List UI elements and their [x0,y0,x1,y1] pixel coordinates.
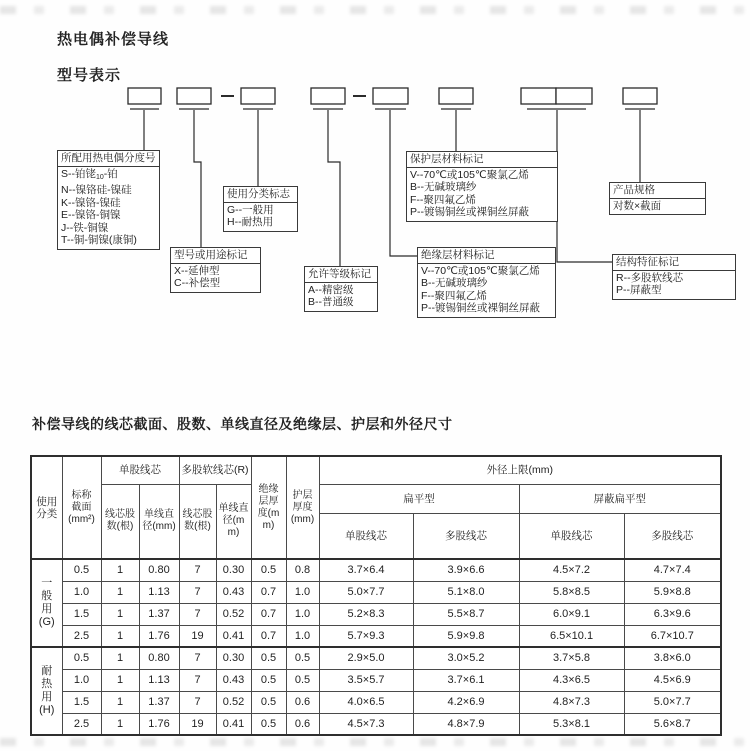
model-code-box [177,88,211,104]
header-insulation-thickness: 绝缘层厚度(mm) [251,456,286,559]
table-cell: 1 [101,603,139,625]
header-strand-count: 线芯股数(根) [179,484,216,559]
label-box-grade [304,266,378,312]
table-cell: 5.0×7.7 [624,691,721,713]
connector-model-use [194,110,201,247]
header-outer-diameter-limit: 外径上限(mm) [319,456,721,484]
table-cell: 0.7 [251,603,286,625]
table-cell: 3.8×6.0 [624,647,721,669]
label-box-thermocouple [57,150,160,250]
model-code-box [311,88,345,104]
table-cell: 1 [101,559,139,581]
label-item: H--耐热用 [227,216,274,228]
label-item: E--镍铬-铜镍 [61,209,121,221]
table-cell: 5.1×8.0 [413,581,519,603]
table-cell: 3.0×5.2 [413,647,519,669]
label-item: C--补偿型 [174,277,221,289]
table-cell: 0.43 [216,669,251,691]
table-cell: 7 [179,669,216,691]
table-cell: 0.5 [251,647,286,669]
table-cell: 7 [179,559,216,581]
label-item: B--无碱玻璃纱 [421,277,488,289]
table-cell: 1 [101,691,139,713]
table-cell: 5.3×8.1 [519,713,624,735]
table-cell: 4.5×7.2 [519,559,624,581]
label-box-title: 产品规格 [610,183,705,199]
table-cell: 0.5 [62,559,101,581]
table-cell: 1.5 [62,691,101,713]
table-cell: 5.7×9.3 [319,625,413,647]
table-cell: 4.5×6.9 [624,669,721,691]
table-cell: 5.9×9.8 [413,625,519,647]
table-row [31,625,721,647]
header-single-core-group: 单股线芯 [101,456,179,484]
label-box-title: 允许等级标记 [305,267,377,283]
label-box-title: 结构特征标记 [613,255,735,271]
table-cell: 4.5×7.3 [319,713,413,735]
label-box-title: 保护层材料标记 [407,152,557,168]
table-cell: 5.2×8.3 [319,603,413,625]
table-cell: 4.8×7.3 [519,691,624,713]
header-flat-type: 扁平型 [319,484,519,513]
label-box-title: 绝缘层材料标记 [418,248,555,264]
table-cell: 1.13 [139,581,179,603]
table-cell: 0.5 [62,647,101,669]
label-box-insulation [417,247,556,318]
table-cell: 3.7×6.1 [413,669,519,691]
table-cell: 2.5 [62,625,101,647]
page-title: 热电偶补偿导线 [57,31,170,48]
table-cell: 1.0 [286,625,319,647]
header-sheath-thickness: 护层厚度(mm) [286,456,319,559]
table-row [31,603,721,625]
table-row [31,647,721,669]
table-cell: 1.13 [139,669,179,691]
label-item: J--铁-铜镍 [61,221,109,234]
table-cell: 0.8 [286,559,319,581]
table-cell: 2.5 [62,713,101,735]
table-cell: 3.5×5.7 [319,669,413,691]
table-cell: 0.5 [286,669,319,691]
label-box-title: 使用分类标志 [224,187,297,203]
label-box-title: 型号或用途标记 [171,248,260,264]
table-cell: 0.5 [251,669,286,691]
model-code-box [128,88,161,104]
table-cell: 1 [101,625,139,647]
table-cell: 1 [101,669,139,691]
table-cell: 1.37 [139,603,179,625]
table-cell: 0.52 [216,691,251,713]
table-cell: 4.8×7.9 [413,713,519,735]
scan-artifact-bottom [0,738,750,746]
table-cell: 3.9×6.6 [413,559,519,581]
table-cell: 7 [179,691,216,713]
table-cell: 5.0×7.7 [319,581,413,603]
connector-grade [328,110,340,266]
table-cell: 0.52 [216,603,251,625]
section-title-model: 型号表示 [57,67,122,84]
table-caption: 补偿导线的线芯截面、股数、单线直径及绝缘层、护层和外径尺寸 [32,416,453,432]
header-strand-count: 线芯股数(根) [101,484,139,559]
table-cell: 0.7 [251,625,286,647]
table-cell: 0.80 [139,647,179,669]
table-cell: 1.0 [62,669,101,691]
table-cell: 5.9×8.8 [624,581,721,603]
label-item: V--70℃或105℃聚氯乙烯 [421,264,540,277]
table-cell: 1.5 [62,603,101,625]
table-cell: 0.7 [251,581,286,603]
table-cell: 4.7×7.4 [624,559,721,581]
table-cell: 19 [179,713,216,735]
label-item: P--屏蔽型 [616,284,662,296]
table-cell: 0.30 [216,647,251,669]
table-cell: 1 [101,647,139,669]
header-shielded-flat-type: 屏蔽扁平型 [519,484,721,513]
table-cell: 4.2×6.9 [413,691,519,713]
table-cell: 19 [179,625,216,647]
header-multi-core: 多股线芯 [413,513,519,559]
model-code-box [373,88,408,104]
table-cell: 0.6 [286,713,319,735]
header-single-core: 单股线芯 [519,513,624,559]
model-code-box [623,88,657,104]
table-cell: 1.37 [139,691,179,713]
table-cell: 1 [101,581,139,603]
label-item: N--镍铬硅-镍硅 [61,184,132,196]
label-item: P--镀锡铜丝或裸铜丝屏蔽 [410,206,529,218]
model-code-box [556,88,592,104]
label-item: B--普通级 [308,296,354,308]
table-cell: 3.7×5.8 [519,647,624,669]
table-cell: 0.5 [251,691,286,713]
table-row [31,691,721,713]
table-cell: 0.6 [286,691,319,713]
label-item: F--聚四氟乙烯 [410,193,476,206]
model-code-box [521,88,556,104]
table-cell: 0.5 [286,647,319,669]
table-cell: 0.5 [251,713,286,735]
table-cell: 4.0×6.5 [319,691,413,713]
table-row [31,669,721,691]
table-cell: 1.0 [286,603,319,625]
label-box-spec [609,182,706,215]
header-usage-class: 使用分类 [31,456,62,559]
spec-table [30,455,722,736]
table-cell: 0.43 [216,581,251,603]
table-cell: 5.8×8.5 [519,581,624,603]
label-box-protective [406,151,558,222]
table-cell: 5.5×8.7 [413,603,519,625]
label-box-model-use [170,247,261,293]
label-item: 对数×截面 [613,199,662,212]
table-cell: 2.9×5.0 [319,647,413,669]
table-cell: 0.5 [251,559,286,581]
table-cell: 7 [179,581,216,603]
header-multi-core: 多股线芯 [624,513,721,559]
table-cell: 6.0×9.1 [519,603,624,625]
table-cell: 5.6×8.7 [624,713,721,735]
header-wire-diameter: 单线直径(mm) [216,484,251,559]
table-cell: 7 [179,603,216,625]
table-cell: 1.76 [139,713,179,735]
header-single-core: 单股线芯 [319,513,413,559]
label-item: X--延伸型 [174,264,220,277]
table-cell: 1 [101,713,139,735]
label-item: T--铜-铜镍(康铜) [61,234,137,246]
label-box-title: 所配用热电偶分度号 [58,151,159,167]
model-code-box [241,88,275,104]
label-item: S--铂铑10-铂 [61,167,118,181]
label-item: P--镀锡铜丝或裸铜丝屏蔽 [421,302,540,314]
connector-structure [557,110,612,262]
usage-class-label: 一 般 用 (G) [31,559,62,647]
table-cell: 1.0 [286,581,319,603]
table-cell: 1.76 [139,625,179,647]
spec-table-body [31,559,721,735]
table-cell: 0.41 [216,625,251,647]
label-item: R--多股软线芯 [616,271,684,284]
usage-class-label: 耐 热 用 (H) [31,647,62,735]
table-cell: 7 [179,647,216,669]
table-cell: 0.30 [216,559,251,581]
label-item: K--镍铬-镍硅 [61,196,121,209]
table-cell: 6.7×10.7 [624,625,721,647]
label-item: A--精密级 [308,283,354,296]
header-multi-core-group: 多股软线芯(R) [179,456,251,484]
table-cell: 4.3×6.5 [519,669,624,691]
table-cell: 0.80 [139,559,179,581]
table-row [31,713,721,735]
table-cell: 0.41 [216,713,251,735]
table-row [31,559,721,581]
label-item: F--聚四氟乙烯 [421,289,487,302]
label-item: B--无碱玻璃纱 [410,181,477,193]
label-item: V--70℃或105℃聚氯乙烯 [410,168,529,181]
label-item: G--一般用 [227,203,274,216]
table-cell: 1.0 [62,581,101,603]
header-nominal-section: 标称截面(mm²) [62,456,101,559]
table-row [31,581,721,603]
table-cell: 3.7×6.4 [319,559,413,581]
label-box-usage-class [223,186,298,232]
label-box-structure [612,254,736,300]
table-cell: 6.5×10.1 [519,625,624,647]
table-cell: 6.3×9.6 [624,603,721,625]
model-code-box [439,88,473,104]
header-wire-diameter: 单线直径(mm) [139,484,179,559]
